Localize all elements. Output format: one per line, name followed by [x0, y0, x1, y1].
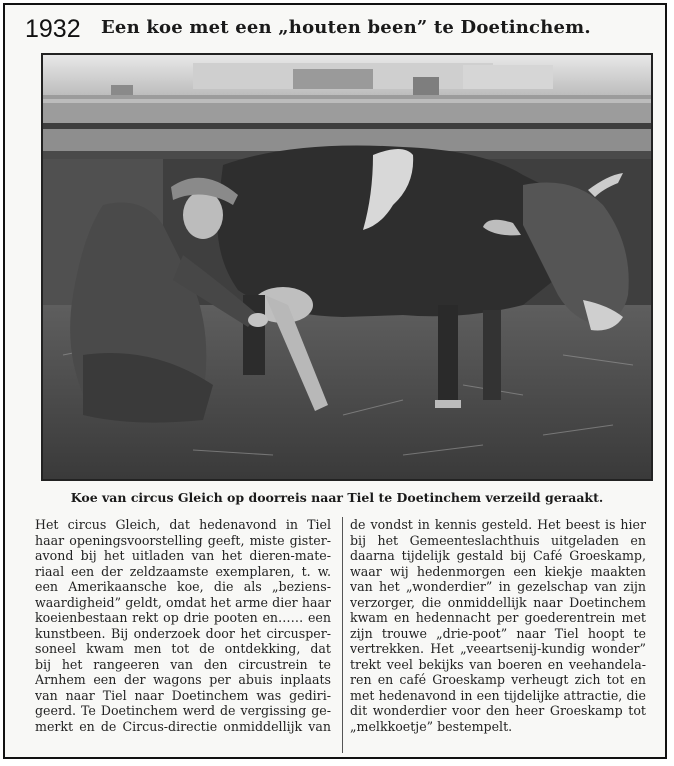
- text-line: met hedenavond in een tijdelijke attractie, die: [350, 687, 646, 703]
- year-label: 1932: [25, 15, 81, 43]
- text-line: van naar Tiel naar Doetinchem was gediri-: [35, 687, 331, 703]
- text-line: Arnhem een der wagons per abuis inplaats: [35, 672, 331, 687]
- text-line: „melkkoetje” bestempelt.: [350, 718, 513, 734]
- text-line: merkt en de Circus-directie onmiddellijk van: [35, 718, 331, 734]
- text-line: waar wij hedenmorgen een kiekje maakten: [350, 563, 646, 579]
- article-column-left: [35, 517, 331, 734]
- text-line: geerd. Te Doetinchem werd de vergissing ge-: [35, 703, 331, 718]
- text-line: bij het rangeeren van den circustrein te: [35, 656, 331, 672]
- text-line: van het „wonderdier” in gezelschap van zijn: [350, 579, 646, 594]
- article-column-right: [350, 517, 646, 734]
- text-line: zijn trouwe „drie-poot” naar Tiel hoopt te: [350, 625, 646, 641]
- text-line: waardigheid” geldt, omdat het arme dier haar: [35, 594, 331, 610]
- text-line: trekt veel bekijks van boeren en veehandela-: [350, 656, 646, 672]
- newspaper-clipping: [3, 3, 667, 759]
- text-line: vertrekken. Het „veeartsenij-kundig wonder”: [350, 641, 646, 656]
- text-line: bij het Gemeenteslachthuis uitgeladen en: [350, 532, 646, 548]
- text-line: soneel kwam men tot de ontdekking, dat: [35, 641, 331, 656]
- text-line: dit wonderdier voor den heer Groeskamp tot: [350, 703, 646, 718]
- text-line: verzorger, die onmiddellijk naar Doetinchem: [350, 594, 646, 610]
- text-line: haar openingsvoorstelling geeft, miste gister-: [35, 532, 331, 548]
- text-line: riaal een der zeldzaamste exemplaren, t. w.: [35, 563, 331, 579]
- text-line: Het circus Gleich, dat hedenavond in Tiel: [35, 517, 331, 532]
- text-line: kwam en hedennacht per goederentrein met: [350, 610, 646, 625]
- headline: Een koe met een „houten been” te Doetinchem.: [101, 17, 591, 38]
- text-line: koeienbestaan rekt op drie pooten en…… een: [35, 610, 331, 625]
- photo-cow-icon: [43, 55, 651, 479]
- text-line: ren en café Groeskamp verheugt zich tot en: [350, 672, 646, 687]
- column-divider: [342, 517, 343, 753]
- photo-caption: Koe van circus Gleich op doorreis naar Tiel te Doetinchem verzeild geraakt.: [70, 490, 604, 505]
- text-line: de vondst in kennis gesteld. Het beest is hier: [350, 517, 646, 532]
- text-line: een Amerikaansche koe, die als „beziens-: [35, 579, 331, 594]
- text-line: kunstbeen. Bij onderzoek door het circusper-: [35, 625, 331, 641]
- article-photo: [41, 53, 653, 481]
- text-line: daarna tijdelijk gestald bij Café Groeskamp,: [350, 548, 646, 563]
- text-line: avond bij het uitladen van het dieren-mate-: [35, 548, 331, 563]
